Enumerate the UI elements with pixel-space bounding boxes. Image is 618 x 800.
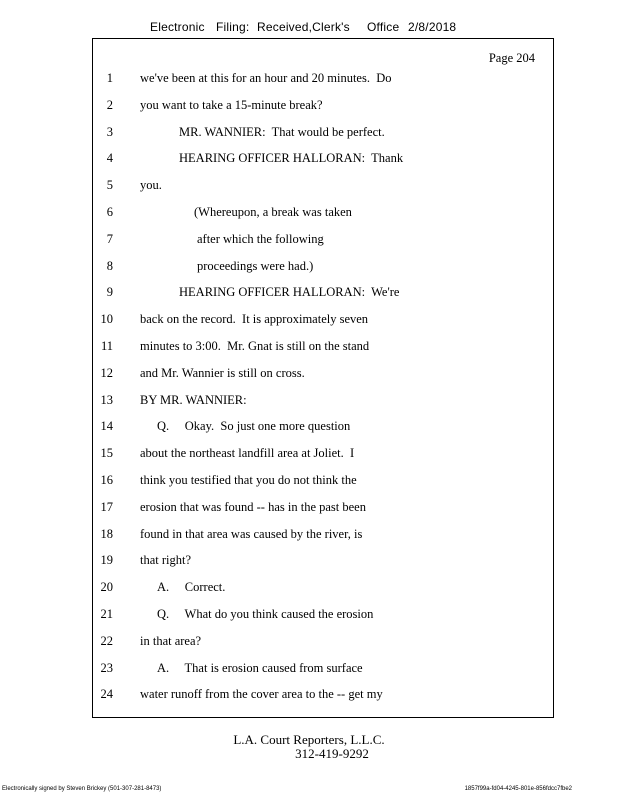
line-number: 22 xyxy=(100,633,113,648)
footer xyxy=(0,733,618,761)
line-number: 13 xyxy=(100,392,113,407)
line-number: 20 xyxy=(100,580,113,595)
line-number: 24 xyxy=(100,687,113,702)
transcript-line: back on the record. It is approximately seven xyxy=(140,312,369,327)
line-number: 1 xyxy=(106,71,113,85)
transcript-line: found in that area was caused by the river, is xyxy=(140,526,363,541)
transcript-line: BY MR. WANNIER: xyxy=(140,392,247,407)
line-number: 7 xyxy=(106,231,113,246)
transcript-line: think you testified that you do not think the xyxy=(140,473,357,487)
filing-header-date: 2/8/2018 xyxy=(408,20,457,34)
line-number: 15 xyxy=(100,446,113,461)
line-number: 2 xyxy=(106,97,113,112)
transcript-line: HEARING OFFICER HALLORAN: Thank xyxy=(179,151,404,166)
line-number: 3 xyxy=(106,124,113,139)
line-number: 5 xyxy=(106,178,113,193)
transcript-line: water runoff from the cover area to the -- get my xyxy=(140,687,383,702)
transcript-line: MR. WANNIER: That would be perfect. xyxy=(179,124,385,139)
line-number: 19 xyxy=(100,553,113,568)
line-number: 4 xyxy=(106,151,113,166)
footer-company: L.A. Court Reporters, L.L.C. xyxy=(233,732,385,747)
line-number: 6 xyxy=(106,205,113,219)
line-number: 14 xyxy=(100,419,113,434)
transcript-line: you. xyxy=(140,178,162,193)
filing-header-word-filing: Filing: xyxy=(216,20,250,34)
document-hash: 1857f99a-fd04-4245-801e-856fdcc7fbe2 xyxy=(464,786,572,792)
line-number: 9 xyxy=(106,285,113,300)
transcript-line: you want to take a 15-minute break? xyxy=(140,97,323,112)
line-number: 21 xyxy=(100,607,113,621)
transcript-line: (Whereupon, a break was taken xyxy=(194,205,352,219)
transcript-line: A. That is erosion caused from surface xyxy=(157,660,363,675)
transcript-line: minutes to 3:00. Mr. Gnat is still on the stand xyxy=(140,339,370,353)
transcript-line: Q. Okay. So just one more question xyxy=(157,419,351,434)
filing-header-word-received: Received,Clerk's xyxy=(257,20,350,34)
transcript-line: after which the following xyxy=(197,231,324,246)
transcript-line: proceedings were had.) xyxy=(197,258,314,273)
line-number: 11 xyxy=(100,339,113,353)
footer-phone: 312-419-9292 xyxy=(295,746,369,761)
line-number: 23 xyxy=(100,660,113,675)
line-number: 10 xyxy=(100,312,113,327)
transcript-page xyxy=(92,38,554,718)
line-number: 16 xyxy=(100,473,113,487)
line-number: 8 xyxy=(106,258,113,273)
line-number: 18 xyxy=(100,526,113,541)
transcript-line: HEARING OFFICER HALLORAN: We're xyxy=(179,285,400,300)
transcript-line: and Mr. Wannier is still on cross. xyxy=(140,365,305,380)
filing-header-word-office: Office xyxy=(367,20,400,34)
transcript-line: in that area? xyxy=(140,633,202,648)
line-number: 12 xyxy=(100,365,113,380)
filing-header-word-electronic: Electronic xyxy=(150,20,205,34)
transcript-line: that right? xyxy=(140,553,192,568)
transcript-line: we've been at this for an hour and 20 minutes. Do xyxy=(140,71,392,85)
transcript-line: about the northeast landfill area at Joliet. I xyxy=(140,446,355,461)
transcript-line: Q. What do you think caused the erosion xyxy=(157,607,374,621)
page-number: Page 204 xyxy=(488,51,535,65)
electronic-signature: Electronically signed by Steven Brickey (501-307-281-8473) xyxy=(2,786,162,792)
line-number: 17 xyxy=(100,499,113,514)
transcript-line: erosion that was found -- has in the past been xyxy=(140,499,366,514)
transcript-line: A. Correct. xyxy=(157,580,226,595)
